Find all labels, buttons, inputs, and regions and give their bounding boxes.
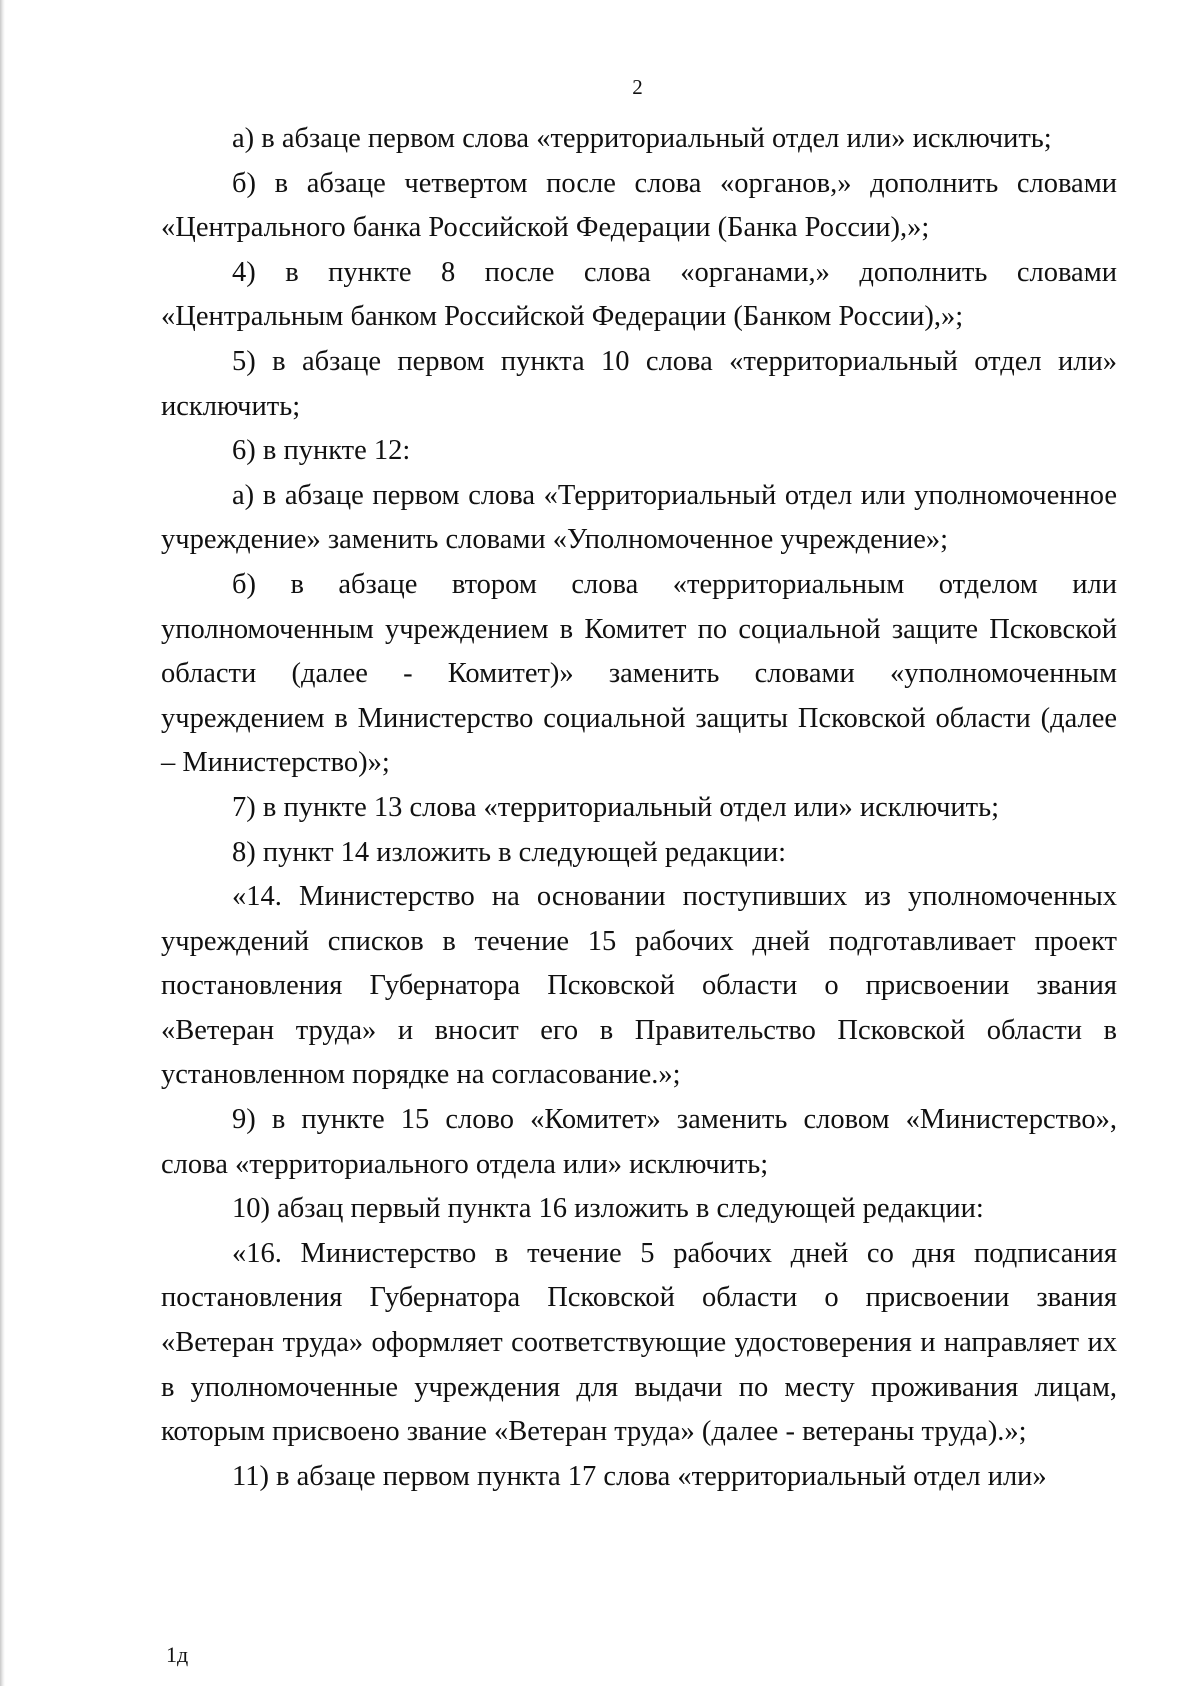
footer-code: 1д <box>166 1642 189 1667</box>
paragraph-2: б) в абзаце четвертом после слова «органов,» дополнить словами «Центрального банка Российской Федерации (Банка России),»; <box>161 167 1117 244</box>
document-body <box>161 117 1117 1499</box>
paragraph-3: 4) в пункте 8 после слова «органами,» дополнить словами «Центральным банком Российской Федерации (Банком России),»; <box>161 256 1117 333</box>
page-number: 2 <box>632 75 643 99</box>
paragraph-7: б) в абзаце втором слова «территориальным отделом или уполномоченным учреждением в Комитет по социальной защите Псковской области (далее - Комитет)» заменить словами «уполномоченным учреждением в Министерство социальной защиты Псковской области (далее – Министерство)»; <box>161 568 1117 779</box>
paragraph-14: 11) в абзаце первом пункта 17 слова «территориальный отдел или» <box>232 1460 1047 1492</box>
paragraph-5: 6) в пункте 12: <box>232 435 411 467</box>
paragraph-6: а) в абзаце первом слова «Территориальный отдел или уполномоченное учреждение» заменить словами «Уполномоченное учреждение»; <box>161 479 1117 556</box>
paragraph-13: «16. Министерство в течение 5 рабочих дней со дня подписания постановления Губернатора Псковской области о присвоении звания «Ветеран труда» оформляет соответствующие удостоверения и направляет их в уполномоченные учреждения для выдачи по месту проживания лицам, которым присвоено звание «Ветеран труда» (далее - ветераны труда).»; <box>161 1237 1117 1448</box>
paragraph-9: 8) пункт 14 изложить в следующей редакции: <box>232 836 787 868</box>
paragraph-12: 10) абзац первый пункта 16 изложить в следующей редакции: <box>232 1193 984 1225</box>
scan-edge <box>0 0 5 1686</box>
paragraph-1: а) в абзаце первом слова «территориальный отдел или» исключить; <box>232 123 1052 154</box>
paragraph-4: 5) в абзаце первом пункта 10 слова «территориальный отдел или» исключить; <box>161 345 1117 422</box>
paragraph-10: «14. Министерство на основании поступивших из уполномоченных учреждений списков в течение 15 рабочих дней подготавливает проект постановления Губернатора Псковской области о присвоении звания «Ветеран труда» и вносит его в Правительство Псковской области в установленном порядке на согласование.»; <box>161 881 1117 1091</box>
paragraph-11: 9) в пункте 15 слово «Комитет» заменить словом «Министерство», слова «территориального отдела или» исключить; <box>161 1104 1117 1180</box>
paragraph-8: 7) в пункте 13 слова «территориальный отдел или» исключить; <box>232 791 1000 823</box>
